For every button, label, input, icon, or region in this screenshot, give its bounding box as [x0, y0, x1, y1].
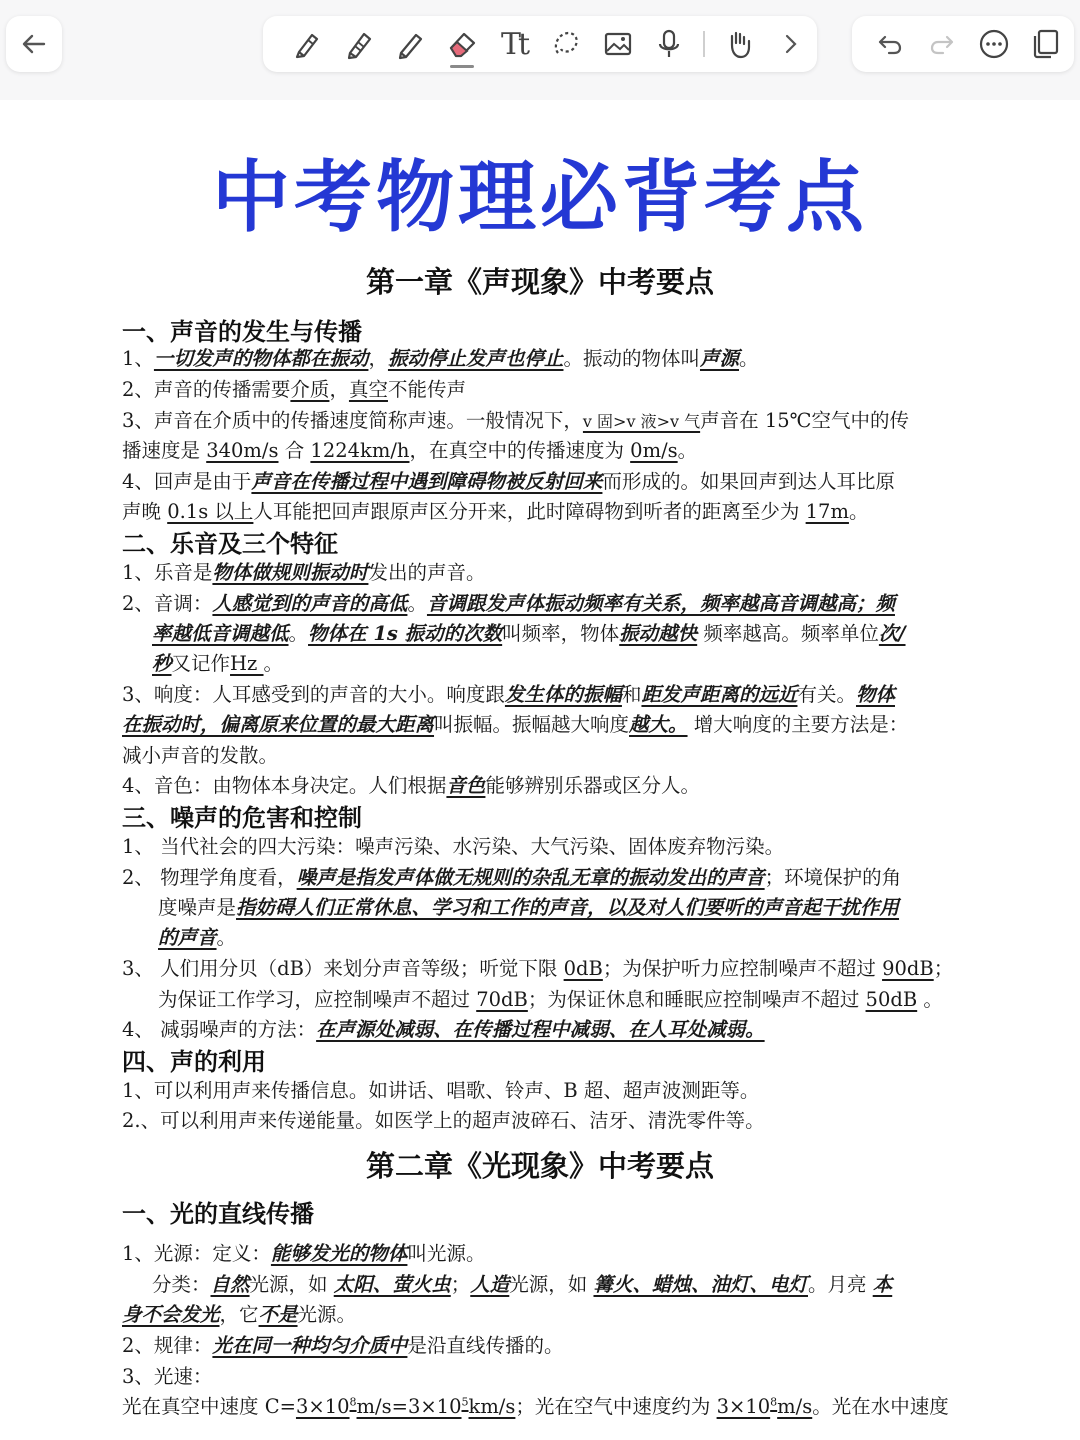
text-line: 度噪声是指妨碍人们正常休息、学习和工作的声音，以及对人们要听的声音起干扰作用 [158, 896, 900, 919]
tool-palette [263, 16, 817, 72]
section-heading: 一、光的直线传播 [122, 1200, 314, 1228]
top-toolbar [0, 0, 1080, 100]
eraser-tool[interactable] [436, 18, 488, 70]
hand-gesture-tool[interactable] [713, 18, 765, 70]
pencil-icon [393, 27, 427, 61]
undo-icon [873, 27, 907, 61]
text-line: 2.、可以利用声来传递能量。如医学上的超声波碎石、洁牙、清洗零件等。 [122, 1109, 765, 1132]
text-line: 分类：自然光源，如 太阳、萤火虫；人造光源，如 篝火、蜡烛、油灯、电灯。月亮 本 [152, 1273, 893, 1296]
redo-button[interactable] [916, 18, 968, 70]
pages-button[interactable] [1020, 18, 1072, 70]
more-icon [977, 27, 1011, 61]
chevron-right-icon [774, 27, 808, 61]
redo-icon [925, 27, 959, 61]
actions-palette [852, 16, 1074, 72]
text-line: 3、声音在介质中的传播速度简称声速。一般情况下，v 固>v 液>v 气声音在 15℃空气中的传 [122, 409, 909, 432]
text-line: 秒又记作Hz 。 [152, 652, 284, 675]
text-line: 减小声音的发散。 [122, 744, 279, 767]
document-page [0, 100, 1080, 1440]
text-line: 3、 人们用分贝（dB）来划分声音等级；听觉下限 0dB；为保护听力应控制噪声不超过 90dB； [122, 957, 954, 980]
text-line: 率越低音调越低。物体在 1s 振动的次数叫频率，物体振动越快 频率越高。频率单位次/ [152, 622, 906, 645]
toolbar-divider [703, 31, 705, 57]
text-line: 4、回声是由于声音在传播过程中遇到障碍物被反射回来而形成的。如果回声到达人耳比原 [122, 470, 895, 493]
more-tools-button[interactable] [765, 18, 817, 70]
image-tool[interactable] [592, 18, 644, 70]
text-line: 的声音。 [158, 926, 237, 949]
pencil-tool[interactable] [385, 18, 437, 70]
microphone-tool[interactable] [644, 18, 696, 70]
text-tool[interactable] [488, 18, 540, 70]
text-line: 1、一切发声的物体都在振动，振动停止发声也停止。振动的物体叫声源。 [122, 347, 759, 370]
microphone-icon [652, 27, 686, 61]
page-title: 中考物理必背考点 [211, 153, 868, 243]
text-line: 2、规律：光在同一种均匀介质中是沿直线传播的。 [122, 1334, 564, 1357]
text-tool-icon: Tt [501, 26, 528, 62]
text-line: 3、光速： [122, 1365, 213, 1388]
image-icon [601, 27, 635, 61]
back-arrow-icon [19, 29, 49, 59]
pen-tool[interactable] [333, 18, 385, 70]
pen-icon [342, 27, 376, 61]
text-line: 1、光源：定义：能够发光的物体叫光源。 [122, 1242, 486, 1265]
section-heading: 一、声音的发生与传播 [122, 318, 362, 346]
more-button[interactable] [968, 18, 1020, 70]
section-heading: 二、乐音及三个特征 [122, 530, 338, 558]
lasso-tool[interactable] [540, 18, 592, 70]
text-line: 1、 当代社会的四大污染：噪声污染、水污染、大气污染、固体废弃物污染。 [122, 835, 785, 858]
fountain-pen-icon [290, 27, 324, 61]
fountain-pen-tool[interactable] [281, 18, 333, 70]
text-line: 3、响度：人耳感受到的声音的大小。响度跟发生体的振幅和距发声距离的远近有关。物体 [122, 683, 895, 706]
section-heading: 三、噪声的危害和控制 [122, 804, 362, 832]
text-line: 2、声音的传播需要介质，真空不能传声 [122, 378, 466, 401]
text-line: 2、 物理学角度看，噪声是指发声体做无规则的杂乱无章的振动发出的声音；环境保护的角 [122, 866, 902, 889]
text-line: 4、 减弱噪声的方法：在声源处减弱、在传播过程中减弱、在人耳处减弱。 [122, 1018, 765, 1041]
text-line: 为保证工作学习，应控制噪声不超过 70dB；为保证休息和睡眠应控制噪声不超过 50dB 。 [158, 988, 943, 1011]
text-line: 1、可以利用声来传播信息。如讲话、唱歌、铃声、B 超、超声波测距等。 [122, 1079, 760, 1102]
chapter-2-heading: 第二章《光现象》中考要点 [365, 1149, 714, 1183]
eraser-icon [445, 27, 479, 61]
lasso-icon [549, 27, 583, 61]
text-line: 身不会发光，它不是光源。 [122, 1303, 357, 1326]
text-line: 播速度是 340m/s 合 1224km/h，在真空中的传播速度为 0m/s。 [122, 439, 698, 462]
back-button[interactable] [6, 16, 62, 72]
undo-button[interactable] [864, 18, 916, 70]
text-line: 光在真空中速度 $C=3\times 10^8m/s=3\times 10^5km/s$；光在空气中速度约为 $3\times 10^8m/s$。光在水中速度 [122, 1395, 949, 1418]
text-line: 在振动时，偏离原来位置的最大距离叫振幅。振幅越大响度越大。 增大响度的主要方法是： [122, 713, 909, 736]
text-line: 声晚 0.1s 以上人耳能把回声跟原声区分开来，此时障碍物到听者的距离至少为 17m。 [122, 500, 869, 523]
hand-gesture-icon [722, 27, 756, 61]
text-line: 1、乐音是物体做规则振动时发出的声音。 [122, 561, 486, 584]
chapter-1-heading: 第一章《声现象》中考要点 [365, 265, 714, 299]
text-line: 4、音色：由物体本身决定。人们根据音色能够辨别乐器或区分人。 [122, 774, 700, 797]
section-heading: 四、声的利用 [122, 1048, 266, 1076]
text-line: 2、音调：人感觉到的声音的高低。音调跟发声体振动频率有关系，频率越高音调越高；频 [122, 592, 895, 615]
pages-icon [1029, 27, 1063, 61]
